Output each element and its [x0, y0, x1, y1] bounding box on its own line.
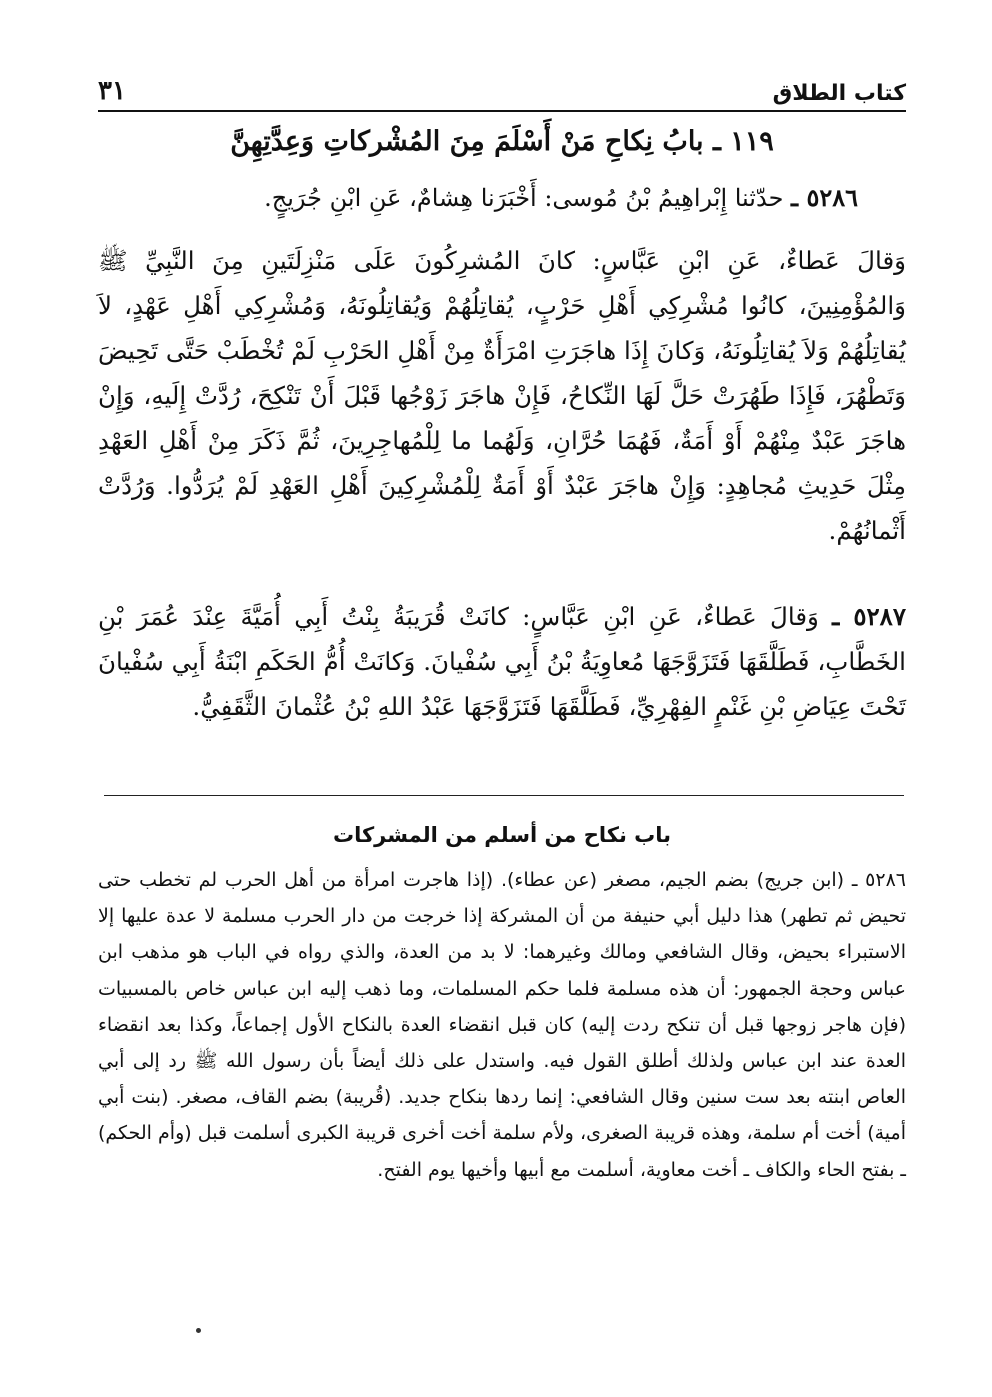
footnote-divider	[104, 795, 904, 796]
page-number: ٣١	[98, 76, 126, 106]
hadith-number: ٥٢٨٦ ـ	[791, 183, 858, 212]
hadith-5287-matn: وَقالَ عَطاءٌ، عَنِ ابْنِ عَبَّاسٍ: كانَتْ قُرَيبَةُ بِنْتُ أَبِي أُمَيَّةَ عِنْدَ عُمَرَ بْنِ الخَطَّابِ، فَطَلَّقَهَا فَتَزَوَّجَهَا مُعاوِيَةُ بْنُ أَبِي سُفْيانَ. وَكانَتْ أُمُّ الحَكَمِ ابْنَةُ أَبِي سُفْيانَ تَحْتَ عِيَاضِ بْنِ غَنْمٍ الفِهْرِيِّ، فَطَلَّقَهَا فَتَزَوَّجَهَا عَبْدُ اللهِ بْنُ عُثْمانَ الثَّقَفِيُّ.	[98, 602, 906, 721]
hadith-5287	[98, 594, 906, 729]
commentary-text: ٥٢٨٦ ـ (ابن جريج) بضم الجيم، مصغر (عن عطاء). (إذا هاجرت امرأة من أهل الحرب لم تخطب حتى تحيض ثم تطهر) هذا دليل أبي حنيفة من أن المشركة إذا خرجت من دار الحرب مسلمة لا عدة عليها إلا الاستبراء بحيض، وقال الشافعي ومالك وغيرهما: لا بد من العدة، والذي رواه في الباب هو مذهب ابن عباس وحجة الجمهور: أن هذه مسلمة فلما حكم المسلمات، وما ذهب إليه ابن عباس خاص بالمسبيات (فإن هاجر زوجها قبل أن تنكح ردت إليه) كان قبل انقضاء العدة بالنكاح الأول إجماعاً، وكذا بعد انقضاء العدة عند ابن عباس ولذلك أطلق القول فيه. واستدل على ذلك أيضاً بأن رسول الله ﷺ رد إلى أبي العاص ابنته بعد ست سنين وقال الشافعي: إنما ردها بنكاح جديد. (قُريبة) بضم القاف، مصغر. (بنت أبي أمية) أخت أم سلمة، وهذه قريبة الصغرى، ولأم سلمة أخت أخرى قريبة الكبرى أسلمت قبل (وأم الحكم) ـ بفتح الحاء والكاف ـ أخت معاوية، أسلمت مع أبيها وأخيها يوم الفتح.	[98, 869, 906, 1181]
chapter-title: ١١٩ ـ بابُ نِكاحِ مَنْ أَسْلَمَ مِنَ المُشْركاتِ وَعِدَّتِهِنَّ	[230, 126, 774, 157]
commentary-title: باب نكاح من أسلم من المشركات	[332, 823, 672, 847]
hadith-5286-isnad	[98, 178, 858, 218]
print-speck	[196, 1328, 201, 1333]
hadith-number: ٥٢٨٧ ـ	[832, 602, 906, 631]
book-title: كتاب الطلاق	[772, 81, 906, 106]
hadith-5286-matn: وَقالَ عَطاءٌ، عَنِ ابْنِ عَبَّاسٍ: كانَ المُشرِكُونَ عَلَى مَنْزِلَتَينِ مِنَ النَّبِيِّ ﷺ وَالمُؤْمِنِينَ، كانُوا مُشْرِكِي أَهْلِ حَرْبٍ، يُقاتِلُهُمْ وَيُقاتِلُونَهُ، وَمُشْرِكِي أَهْلِ عَهْدٍ، لاَ يُقاتِلُهُمْ وَلاَ يُقاتِلُونَهُ، وَكانَ إِذَا هاجَرَتِ امْرَأَةٌ مِنْ أَهْلِ الحَرْبِ لَمْ تُخْطَبْ حَتَّى تَحِيضَ وَتَطْهُرَ، فَإِذَا طَهُرَتْ حَلَّ لَهَا النِّكاحُ، فَإِنْ هاجَرَ زَوْجُها قَبْلَ أَنْ تَنْكِحَ، رُدَّتْ إِلَيهِ، وَإِنْ هاجَرَ عَبْدٌ مِنْهُمْ أَوْ أَمَةٌ، فَهُمَا حُرَّانِ، وَلَهُما ما لِلْمُهاجِرِينَ، ثُمَّ ذَكَرَ مِنْ أَهْلِ العَهْدِ مِثْلَ حَدِيثِ مُجاهِدٍ: وَإِنْ هاجَرَ عَبْدٌ أَوْ أَمَةٌ لِلْمُشْرِكِينَ أَهْلِ العَهْدِ لَمْ يُرَدُّوا. وَرُدَّتْ أَثْمانُهُمْ.	[98, 246, 906, 545]
page-header	[98, 62, 906, 112]
isnad-text: حدّثنا إِبْراهِيمُ بْنُ مُوسى: أَخْبَرَنا هِشامٌ، عَنِ ابْنِ جُرَيجٍ.	[264, 184, 784, 212]
